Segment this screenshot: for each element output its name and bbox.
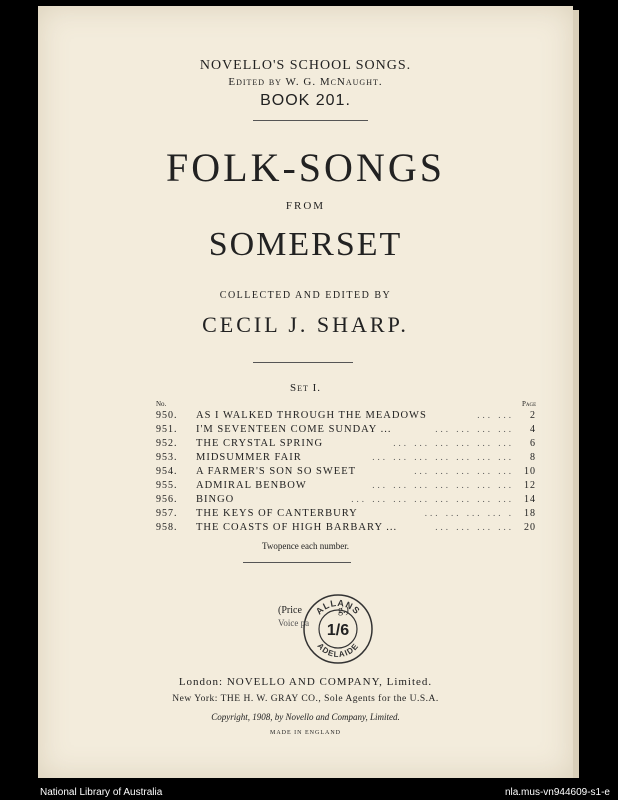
song-page: 4 bbox=[530, 424, 536, 435]
leader-dots: ... ... ... ... ... ... ... bbox=[372, 480, 514, 490]
price-label-left: (Price bbox=[278, 605, 302, 616]
stamp-top-text: ALLANS bbox=[313, 597, 363, 617]
stamp-bottom-text: ADELAIDE bbox=[315, 641, 361, 660]
song-row bbox=[156, 424, 536, 437]
book-number: BOOK 201. bbox=[260, 92, 351, 109]
song-row bbox=[156, 494, 536, 507]
bookseller-stamp-icon bbox=[301, 592, 375, 666]
leader-dots: ... ... ... ... ... ... ... bbox=[372, 452, 514, 462]
editor-line: Edited by W. G. McNaught. bbox=[228, 76, 383, 88]
song-number: 950. bbox=[156, 410, 178, 421]
song-page: 10 bbox=[524, 466, 536, 477]
song-page: 14 bbox=[524, 494, 536, 505]
leader-dots: ... ... ... ... ... ... bbox=[393, 438, 514, 448]
leader-dots: ... ... ... ... . bbox=[424, 508, 514, 518]
song-row bbox=[156, 452, 536, 465]
copyright-line: Copyright, 1908, by Novello and Company, Limited. bbox=[211, 712, 400, 722]
song-row bbox=[156, 466, 536, 479]
song-number: 955. bbox=[156, 480, 178, 491]
song-page: 2 bbox=[530, 410, 536, 421]
item-identifier: nla.mus-vn944609-s1-e bbox=[504, 787, 610, 798]
song-row bbox=[156, 480, 536, 493]
page-edge bbox=[573, 10, 579, 778]
leader-dots: ... ... ... ... bbox=[435, 424, 514, 434]
svg-text:ADELAIDE bbox=[315, 641, 360, 659]
song-row bbox=[156, 438, 536, 451]
place-title: SOMERSET bbox=[208, 226, 403, 263]
document-page bbox=[38, 6, 573, 778]
song-number: 953. bbox=[156, 452, 178, 463]
song-title: THE COASTS OF HIGH BARBARY ... bbox=[196, 522, 398, 533]
song-title: THE KEYS OF CANTERBURY bbox=[196, 508, 358, 519]
song-number: 958. bbox=[156, 522, 178, 533]
title-divider bbox=[253, 362, 353, 363]
header-divider bbox=[253, 120, 368, 121]
from-line: FROM bbox=[285, 200, 326, 212]
song-title: I'M SEVENTEEN COME SUNDAY ... bbox=[196, 424, 392, 435]
contents-divider bbox=[243, 562, 351, 563]
footer-bar bbox=[0, 786, 618, 800]
leader-dots: ... ... bbox=[477, 410, 514, 420]
song-title: THE CRYSTAL SPRING bbox=[196, 438, 324, 449]
author-name: CECIL J. SHARP. bbox=[202, 312, 409, 337]
leader-dots: ... ... ... ... bbox=[435, 522, 514, 532]
library-credit: National Library of Australia bbox=[40, 787, 163, 798]
song-number: 952. bbox=[156, 438, 178, 449]
song-number: 954. bbox=[156, 466, 178, 477]
song-row bbox=[156, 508, 536, 521]
song-page: 8 bbox=[530, 452, 536, 463]
song-number: 956. bbox=[156, 494, 178, 505]
song-title: A FARMER'S SON SO SWEET bbox=[196, 466, 357, 477]
svg-text:ALLANS bbox=[314, 598, 362, 617]
publisher-newyork: New York: THE H. W. GRAY CO., Sole Agents for the U.S.A. bbox=[172, 694, 439, 704]
price-label-right: g.) bbox=[338, 605, 349, 616]
song-page: 12 bbox=[524, 480, 536, 491]
song-page: 20 bbox=[524, 522, 536, 533]
number-column-header: No. bbox=[156, 400, 167, 408]
song-title: BINGO bbox=[196, 494, 235, 505]
song-row bbox=[156, 410, 536, 423]
song-title: AS I WALKED THROUGH THE MEADOWS bbox=[196, 410, 427, 421]
song-row bbox=[156, 522, 536, 535]
voice-parts-label: Voice pa bbox=[278, 618, 310, 628]
song-number: 957. bbox=[156, 508, 178, 519]
main-title: FOLK-SONGS bbox=[166, 145, 445, 190]
leader-dots: ... ... ... ... ... ... ... ... bbox=[351, 494, 514, 504]
price-note: Twopence each number. bbox=[261, 541, 350, 551]
made-in-line: MADE IN ENGLAND bbox=[270, 730, 341, 736]
collected-line: COLLECTED AND EDITED BY bbox=[219, 290, 392, 301]
song-page: 18 bbox=[524, 508, 536, 519]
song-title: ADMIRAL BENBOW bbox=[196, 480, 307, 491]
song-title: MIDSUMMER FAIR bbox=[196, 452, 302, 463]
publisher-london: London: NOVELLO AND COMPANY, Limited. bbox=[178, 676, 433, 688]
leader-dots: ... ... ... ... ... bbox=[414, 466, 514, 476]
series-title: NOVELLO'S SCHOOL SONGS. bbox=[199, 58, 412, 73]
page-column-header: Page bbox=[522, 400, 537, 408]
stamp-price: 1/6 bbox=[326, 622, 350, 639]
song-number: 951. bbox=[156, 424, 178, 435]
set-label: Set I. bbox=[289, 382, 322, 394]
song-page: 6 bbox=[530, 438, 536, 449]
